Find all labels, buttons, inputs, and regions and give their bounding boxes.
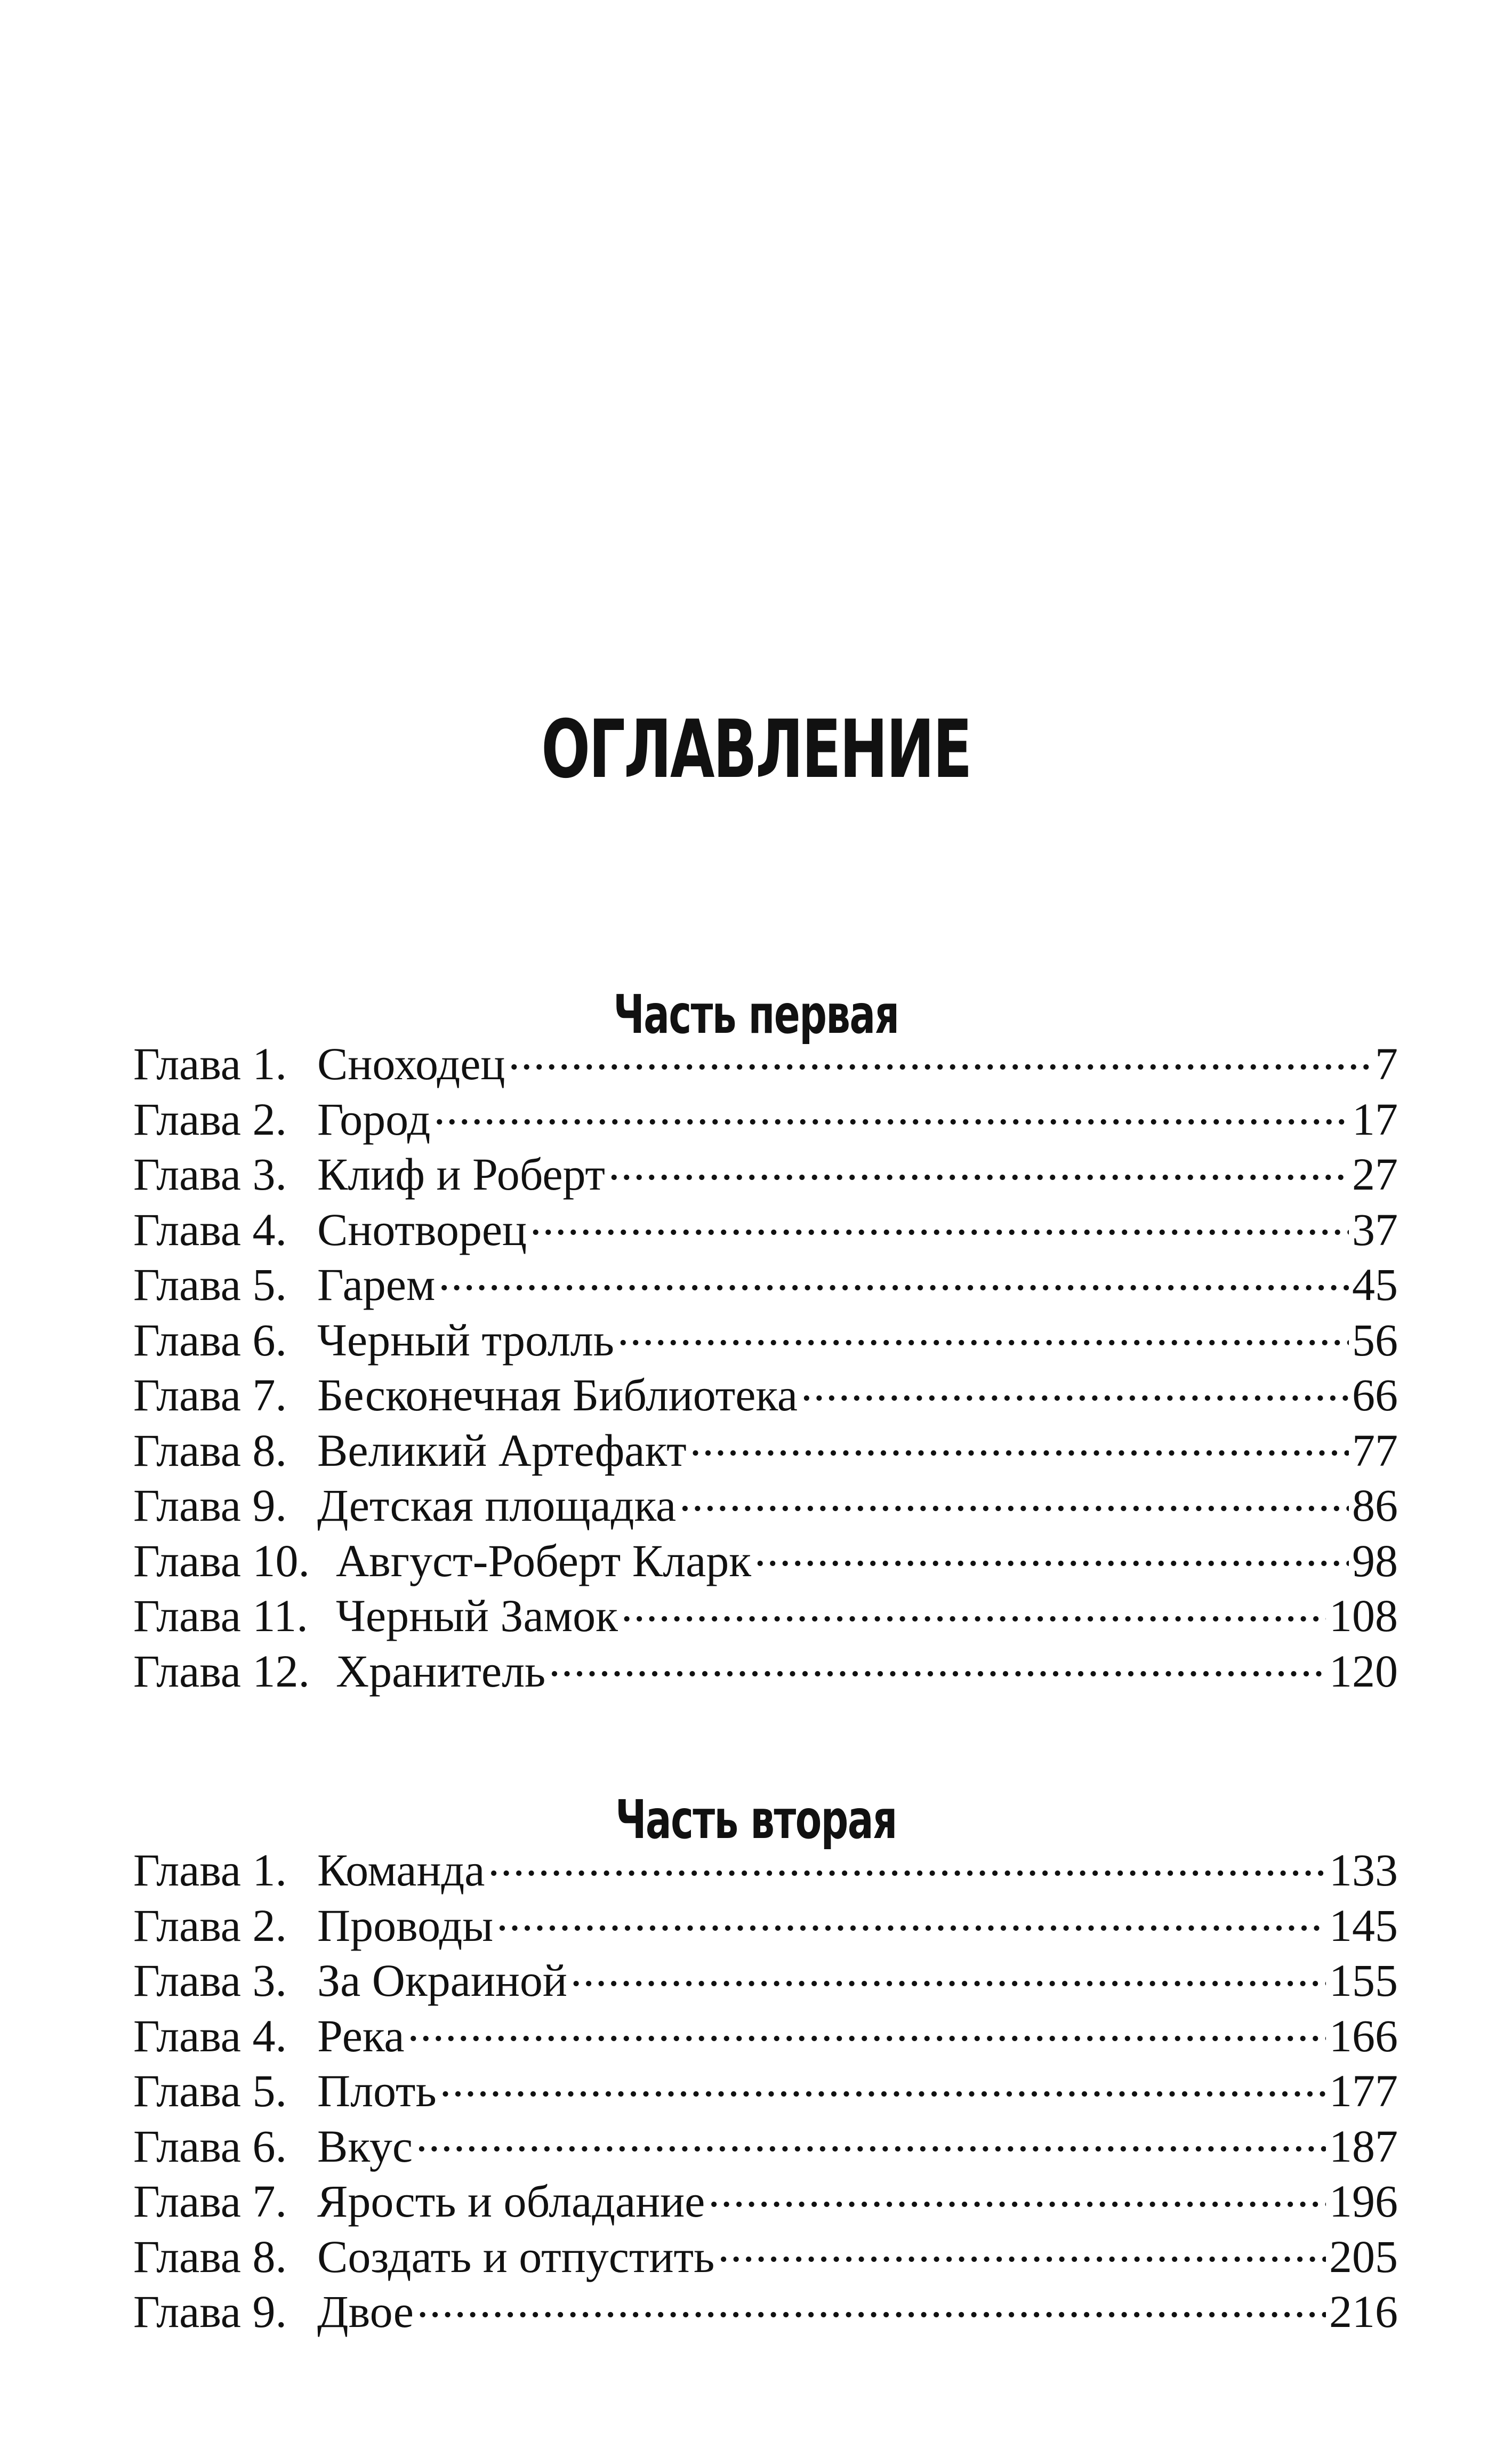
chapter-title: Река: [317, 2010, 405, 2061]
chapter-number: Глава 4.: [133, 2010, 287, 2061]
chapter-number: Глава 9.: [133, 1480, 287, 1531]
chapter-title: Ярость и обладание: [317, 2176, 705, 2227]
toc-entry: [133, 1089, 1398, 1144]
chapter-number: Глава 8.: [133, 1424, 287, 1476]
page-number: 155: [1329, 1955, 1398, 2006]
chapter-number: Глава 11.: [133, 1590, 308, 1641]
page-number: 17: [1352, 1093, 1398, 1145]
chapter-number: Глава 10.: [133, 1535, 310, 1586]
dot-leader: [801, 1365, 1349, 1410]
toc-list: [133, 1033, 1398, 1696]
chapter-title: Великий Артефакт: [317, 1424, 687, 1476]
part-heading: Часть вторая: [615, 1788, 897, 1851]
dot-leader: [679, 1475, 1349, 1521]
toc-entry: [133, 1033, 1398, 1089]
dot-leader: [438, 1254, 1349, 1300]
chapter-title: Черный тролль: [317, 1314, 614, 1366]
chapter-title: Снотворец: [317, 1203, 527, 1255]
part-heading: Часть первая: [613, 983, 899, 1046]
page-number: 205: [1329, 2230, 1398, 2282]
chapter-title: Сноходец: [317, 1038, 505, 1089]
dot-leader: [530, 1199, 1349, 1245]
dot-leader: [440, 2060, 1326, 2106]
toc-entry: [133, 2005, 1398, 2061]
chapter-title: Август-Роберт Кларк: [336, 1535, 752, 1586]
toc-entry: [133, 1585, 1398, 1641]
toc-entry: [133, 1144, 1398, 1199]
chapter-number: Глава 1.: [133, 1844, 287, 1896]
page-number: 77: [1352, 1424, 1398, 1476]
chapter-title: Плоть: [317, 2065, 437, 2116]
chapter-number: Глава 8.: [133, 2230, 287, 2282]
chapter-title: Город: [317, 1093, 431, 1145]
toc-entry: [133, 1641, 1398, 1696]
chapter-number: Глава 7.: [133, 2176, 287, 2227]
toc-entry: [133, 2060, 1398, 2116]
page-number: 56: [1352, 1314, 1398, 1366]
toc-entry: [133, 1420, 1398, 1475]
dot-leader: [549, 1641, 1326, 1687]
toc-entry: [133, 2171, 1398, 2226]
chapter-title: Бесконечная Библиотека: [317, 1369, 798, 1420]
page-number: 133: [1329, 1844, 1398, 1896]
chapter-number: Глава 5.: [133, 2065, 287, 2116]
toc-entry: [133, 2116, 1398, 2171]
dot-leader: [496, 1895, 1326, 1941]
dot-leader: [754, 1530, 1349, 1576]
toc-entry: [133, 1840, 1398, 1895]
dot-leader: [416, 2116, 1326, 2162]
chapter-title: За Окраиной: [317, 1955, 567, 2006]
page-number: 145: [1329, 1899, 1398, 1951]
chapter-number: Глава 4.: [133, 1203, 287, 1255]
chapter-number: Глава 5.: [133, 1259, 287, 1310]
page-number: 66: [1352, 1369, 1398, 1420]
toc-entry: [133, 1530, 1398, 1586]
page-number: 216: [1329, 2286, 1398, 2337]
chapter-number: Глава 6.: [133, 1314, 287, 1366]
chapter-number: Глава 3.: [133, 1149, 287, 1200]
chapter-title: Вкус: [317, 2120, 413, 2172]
toc-entry: [133, 1254, 1398, 1310]
chapter-title: Двое: [317, 2286, 414, 2337]
dot-leader: [488, 1840, 1326, 1885]
dot-leader: [417, 2281, 1326, 2327]
page-number: 86: [1352, 1480, 1398, 1531]
toc-entry: [133, 1199, 1398, 1255]
dot-leader: [690, 1420, 1349, 1466]
chapter-number: Глава 7.: [133, 1369, 287, 1420]
page-number: 7: [1375, 1038, 1398, 1089]
chapter-number: Глава 2.: [133, 1899, 287, 1951]
chapter-number: Глава 1.: [133, 1038, 287, 1089]
page-number: 108: [1329, 1590, 1398, 1641]
page-title: ОГЛАВЛЕНИЕ: [541, 703, 971, 796]
page-number: 98: [1352, 1535, 1398, 1586]
toc-entry: [133, 1950, 1398, 2005]
page-number: 177: [1329, 2065, 1398, 2116]
dot-leader: [617, 1310, 1349, 1355]
dot-leader: [408, 2005, 1326, 2051]
chapter-title: Клиф и Роберт: [317, 1149, 605, 1200]
page-number: 120: [1329, 1645, 1398, 1697]
chapter-number: Глава 2.: [133, 1093, 287, 1145]
toc-list: [133, 1840, 1398, 2337]
page-number: 196: [1329, 2176, 1398, 2227]
chapter-number: Глава 12.: [133, 1645, 310, 1697]
chapter-title: Проводы: [317, 1899, 494, 1951]
chapter-title: Хранитель: [336, 1645, 546, 1697]
page-number: 45: [1352, 1259, 1398, 1310]
chapter-title: Детская площадка: [317, 1480, 677, 1531]
dot-leader: [608, 1144, 1349, 1190]
chapter-number: Глава 6.: [133, 2120, 287, 2172]
chapter-number: Глава 9.: [133, 2286, 287, 2337]
toc-entry: [133, 1310, 1398, 1365]
toc-entry: [133, 1475, 1398, 1530]
chapter-title: Гарем: [317, 1259, 436, 1310]
dot-leader: [570, 1950, 1326, 1996]
chapter-title: Команда: [317, 1844, 485, 1896]
dot-leader: [621, 1585, 1326, 1631]
toc-entry: [133, 2226, 1398, 2282]
page-number: 166: [1329, 2010, 1398, 2061]
toc-entry: [133, 1895, 1398, 1951]
dot-leader: [433, 1089, 1349, 1135]
page-number: 27: [1352, 1149, 1398, 1200]
dot-leader: [708, 2171, 1326, 2217]
chapter-number: Глава 3.: [133, 1955, 287, 2006]
chapter-title: Черный Замок: [336, 1590, 618, 1641]
page-number: 37: [1352, 1203, 1398, 1255]
dot-leader: [508, 1033, 1372, 1079]
chapter-title: Создать и отпустить: [317, 2230, 715, 2282]
page-number: 187: [1329, 2120, 1398, 2172]
toc-entry: [133, 2281, 1398, 2337]
dot-leader: [718, 2226, 1326, 2272]
toc-entry: [133, 1365, 1398, 1420]
